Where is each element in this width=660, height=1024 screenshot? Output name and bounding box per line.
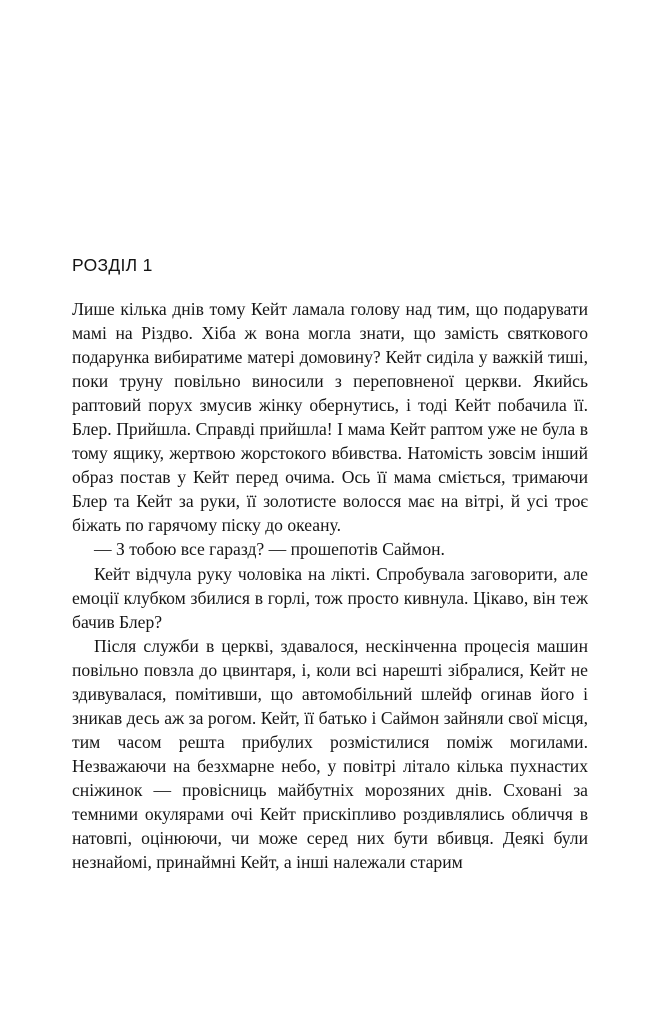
chapter-heading: РОЗДІЛ 1 (72, 255, 153, 275)
body-paragraph: — З тобою все гаразд? — прошепотів Саймон. (94, 539, 445, 560)
body-paragraph: Після служби в церкві, здавалося, нескінченна процесія машин повільно повзла до цвинтаря, і, коли всі нарешті зібралися, Кейт не здивувалася, помітивши, що автомобільний шлейф огинав його і зникав десь аж за рогом. Кейт, її батько і Саймон зайняли свої місця, тим часом решта прибулих розмістилися поміж могилами. Незважаючи на безхмарне небо, у повітрі літало кілька пухнастих сніжинок — провісниць майбутніх морозяних днів. Сховані за темними окулярами очі Кейт прискіпливо роздивлялись обличчя в натовпі, оцінюючи, чи може серед них бути вбивця. Деякі були незнайомі, принаймні Кейт, а інші належали старим (72, 635, 588, 873)
body-paragraph: Кейт відчула руку чоловіка на лікті. Спробувала заговорити, але емоції клубком збилися в горлі, тож просто кивнула. Цікаво, він теж бачив Блер? (72, 563, 588, 632)
body-paragraph: Лише кілька днів тому Кейт ламала голову над тим, що подарувати мамі на Різдво. Хіба ж вона могла знати, що замість святкового подарунка вибиратиме матері домовину? Кейт сиділа у важкій тиші, поки труну повільно виносили з переповненої церкви. Якийсь раптовий порух змусив жінку обернутись, і тоді Кейт побачила її. Блер. Прийшла. Справді прийшла! І мама Кейт раптом уже не була в тому ящику, жертвою жорстокого вбивства. Натомість зовсім інший образ постав у Кейт перед очима. Ось її мама сміється, тримаючи Блер та Кейт за руки, її золотисте волосся має на вітрі, й усі троє біжать по гарячому піску до океану. (72, 299, 588, 536)
page-text-block (72, 255, 588, 874)
